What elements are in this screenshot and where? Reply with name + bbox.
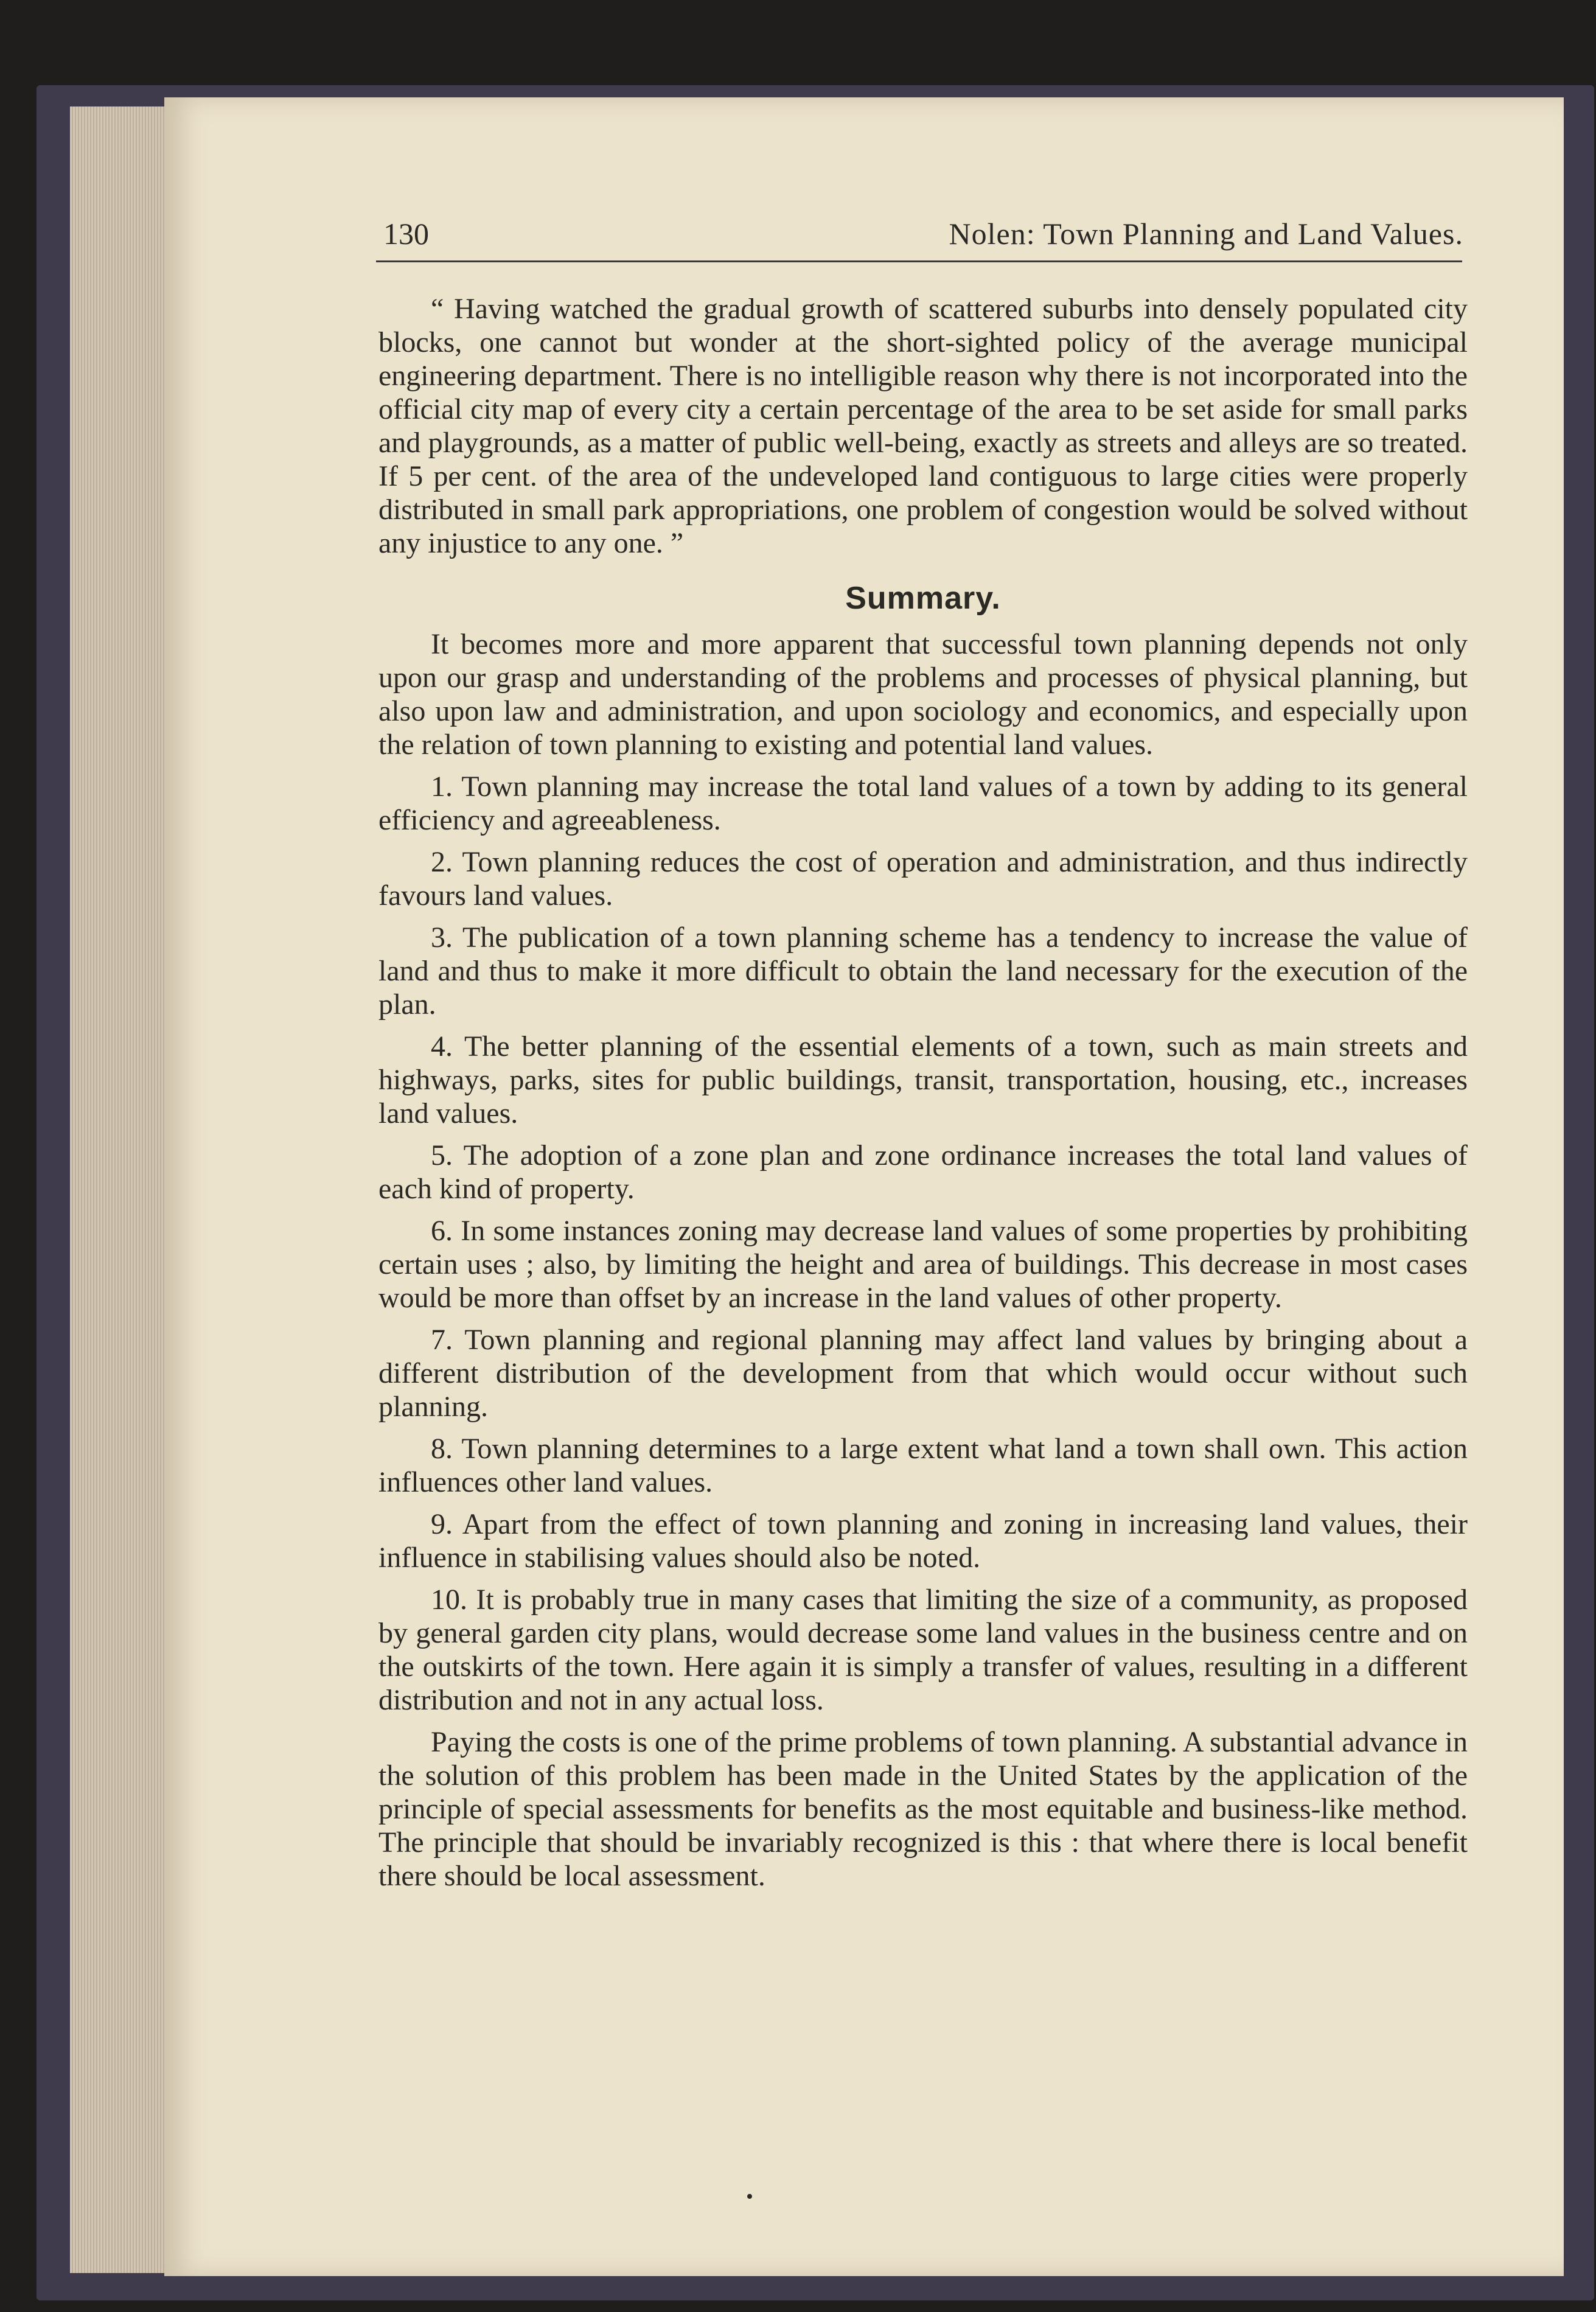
page-number: 130	[383, 217, 429, 251]
summary-point: 3. The publication of a town planning scheme has a tendency to increase the value of land and thus to make it more difficult to obtain the land necessary for the execution of the plan.	[378, 921, 1468, 1021]
summary-point: 1. Town planning may increase the total land values of a town by adding to its general efficiency and agreeableness.	[378, 770, 1468, 836]
quote-paragraph: “ Having watched the gradual growth of scattered suburbs into densely populated city blocks, one cannot but wonder at the short-sighted policy of the average municipal engineering department. There is no intelligible reason why there is not incorporated into the official city map of every city a certain percentage of the area to be set aside for small parks and playgrounds, as a matter of public well-being, exactly as streets and alleys are so treated. If 5 per cent. of the area of the undeveloped land contiguous to large cities were properly distributed in small park appropriations, one problem of congestion would be solved without any injustice to any one. ”	[378, 293, 1468, 559]
summary-point: 7. Town planning and regional planning may affect land values by bringing about a different distribution of the development from that which would occur without such planning.	[378, 1324, 1468, 1423]
summary-point: 9. Apart from the effect of town planning and zoning in increasing land values, their influence in stabilising values should also be noted.	[378, 1508, 1468, 1574]
summary-point: 5. The adoption of a zone plan and zone ordinance increases the total land values of each kind of property.	[378, 1139, 1468, 1205]
summary-point: 2. Town planning reduces the cost of operation and administration, and thus indirectly favours land values.	[378, 846, 1468, 912]
header-rule	[376, 260, 1462, 262]
page-header	[213, 216, 1463, 261]
summary-point: 6. In some instances zoning may decrease land values of some properties by prohibiting certain uses ; also, by limiting the height and area of buildings. This decrease in most cases would be more than offset by an increase in the land values of other property.	[378, 1215, 1468, 1314]
summary-point: 10. It is probably true in many cases that limiting the size of a community, as proposed by general garden city plans, would decrease some land values in the business centre and on the outskirts of the town. Here again it is simply a transfer of values, resulting in a different distribution and not in any actual loss.	[378, 1584, 1468, 1716]
page-body	[378, 292, 1468, 1901]
running-title: Nolen: Town Planning and Land Values.	[949, 217, 1463, 251]
summary-intro: It becomes more and more apparent that successful town planning depends not only upon our grasp and understanding of the problems and processes of physical planning, but also upon law and administration, and upon sociology and economics, and especially upon the relation of town planning to existing and potential land values.	[378, 628, 1468, 761]
page-mark	[747, 2194, 752, 2199]
summary-closing: Paying the costs is one of the prime problems of town planning. A substantial advance in the solution of this problem has been made in the United States by the application of the principle of special assessments for benefits as the most equitable and business-like method. The principle that should be invariably recognized is this : that where there is local benefit there should be local assessment.	[378, 1726, 1468, 1892]
summary-point: 8. Town planning determines to a large extent what land a town shall own. This action influences other land values.	[378, 1433, 1468, 1498]
summary-heading: Summary.	[845, 581, 1001, 616]
summary-point: 4. The better planning of the essential elements of a town, such as main streets and highways, parks, sites for public buildings, transit, transportation, housing, etc., increases land values.	[378, 1030, 1468, 1130]
